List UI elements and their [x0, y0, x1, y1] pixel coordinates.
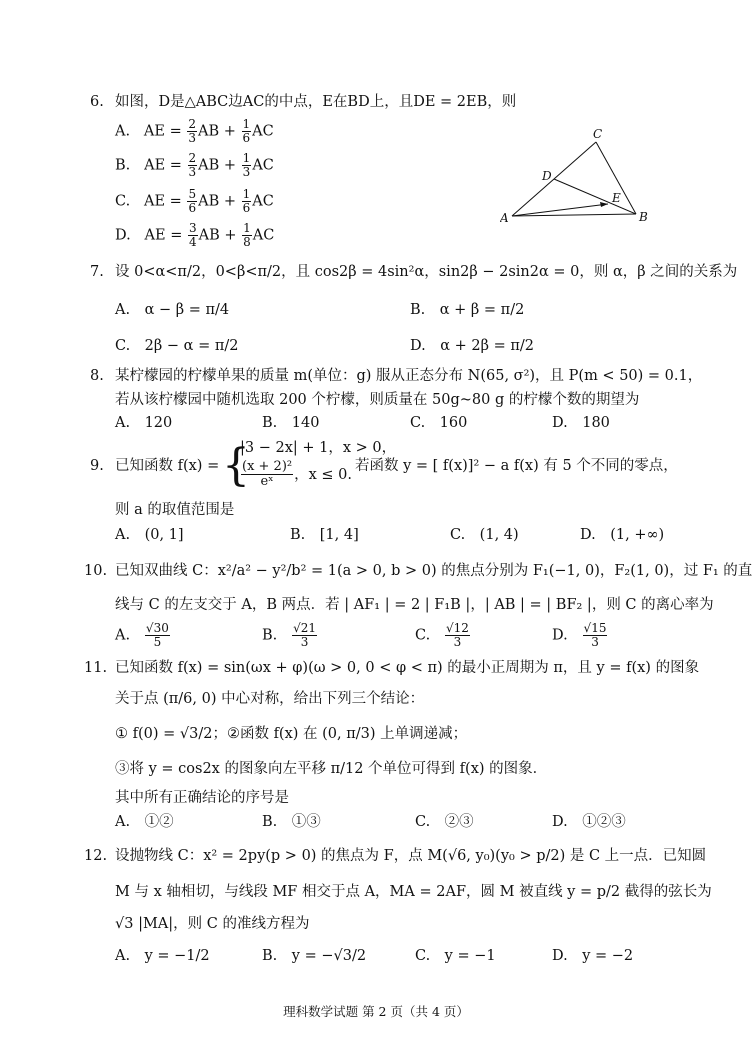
option-mid: AB +	[198, 157, 237, 174]
q9-option-d: D. (1, +∞)	[580, 527, 665, 543]
coef-b-num: 1	[243, 221, 251, 235]
option-num: √12	[446, 621, 469, 635]
option-lhs: AE =	[144, 157, 182, 174]
q11-option-c: C. ②③	[415, 814, 474, 830]
question-8-line1: 某柠檬园的柠檬单果的质量 m(单位：g) 服从正态分布 N(65, σ²)，且 P(m < 50) = 0.1，	[115, 368, 703, 384]
q9-case2-cond: ，x ≤ 0.	[294, 467, 353, 483]
coef-a-num: 2	[188, 117, 196, 131]
option-mid: AB +	[198, 193, 236, 210]
question-11-line4: ③将 y = cos2x 的图象向左平移 π/12 个单位可得到 f(x) 的图象．	[115, 761, 548, 777]
option-den: 5	[153, 635, 162, 649]
q7-option-a: A. α − β = π/4	[115, 302, 230, 318]
question-9-prefix: 已知函数 f(x) =	[115, 458, 220, 474]
label-E: E	[612, 191, 621, 205]
q8-option-d: D. 180	[552, 415, 610, 431]
question-12-number: 12.	[84, 848, 108, 864]
question-8-number: 8.	[90, 368, 104, 384]
coef-a-num: 3	[188, 221, 197, 235]
option-den: 3	[591, 635, 599, 649]
q6-option-b	[115, 152, 274, 179]
label-D: D	[542, 169, 552, 183]
question-8-line2: 若从该柠檬园中随机选取 200 个柠檬，则质量在 50g~80 g 的柠檬个数的期望为	[115, 392, 640, 408]
triangle-figure	[500, 128, 660, 228]
question-12-line2: M 与 x 轴相切，与线段 MF 相交于点 A，MA = 2AF，圆 M 被直线 y = p/2 截得的弦长为	[115, 884, 712, 900]
q9-case2-num: (x + 2)²	[242, 459, 293, 474]
option-mid: AB +	[198, 227, 237, 244]
coef-a-den: 3	[188, 165, 197, 179]
q9-option-a: A. (0, 1]	[115, 527, 184, 543]
option-num: √30	[145, 621, 169, 635]
coef-b-den: 6	[242, 131, 251, 145]
option-tail: AC	[252, 227, 275, 244]
option-tail: AC	[252, 123, 274, 140]
question-9-line2: 则 a 的取值范围是	[115, 502, 235, 518]
q12-option-a: A. y = −1/2	[115, 948, 210, 964]
question-11-number: 11.	[84, 660, 108, 676]
label-C: C	[593, 128, 603, 141]
question-7-number: 7.	[90, 264, 104, 280]
q12-option-d: D. y = −2	[552, 948, 634, 964]
q9-option-b: B. [1, 4]	[290, 527, 359, 543]
option-letter: A.	[115, 627, 131, 644]
q11-option-b: B. ①③	[262, 814, 321, 830]
coef-a-num: 2	[188, 151, 197, 165]
option-den: 3	[300, 635, 309, 649]
coef-b-den: 6	[242, 201, 251, 215]
q10-option-b	[262, 622, 318, 649]
q8-option-b: B. 140	[262, 415, 320, 431]
question-12-line1: 设抛物线 C：x² = 2py(p > 0) 的焦点为 F，点 M(√6, y₀)(y₀ > p/2) 是 C 上一点．已知圆	[115, 848, 707, 864]
coef-a-den: 6	[188, 201, 197, 215]
option-num: √15	[583, 621, 607, 635]
option-den: 3	[453, 635, 462, 649]
option-lhs: AE =	[144, 193, 182, 210]
q9-case2	[240, 460, 352, 489]
q8-option-a: A. 120	[115, 415, 173, 431]
option-lhs: AE =	[143, 123, 182, 140]
option-lhs: AE =	[144, 227, 183, 244]
question-11-line3: ① f(0) = √3/2；②函数 f(x) 在 (0, π/3) 上单调递减；	[115, 726, 468, 742]
question-9-suffix: 若函数 y = [ f(x)]² − a f(x) 有 5 个不同的零点，	[355, 458, 678, 474]
question-6-stem: 如图，D是△ABC边AC的中点，E在BD上，且DE = 2EB，则	[115, 94, 517, 110]
q7-option-b: B. α + β = π/2	[410, 302, 525, 318]
q11-option-d: D. ①②③	[552, 814, 626, 830]
q6-option-c	[115, 188, 274, 215]
option-mid: AB +	[198, 123, 236, 140]
option-letter: B.	[115, 157, 131, 174]
option-letter: B.	[262, 627, 278, 644]
question-10-line2: 线与 C 的左支交于 A，B 两点．若 | AF₁ | = 2 | F₁B |，| AB | = | BF₂ |，则 C 的离心率为	[115, 597, 714, 613]
q12-option-b: B. y = −√3/2	[262, 948, 367, 964]
q10-option-a	[115, 622, 171, 649]
coef-a-den: 4	[188, 235, 197, 249]
coef-b-num: 1	[242, 151, 251, 165]
coef-b-den: 3	[242, 165, 251, 179]
page-footer: 理科数学试题 第 2 页（共 4 页）	[283, 1004, 469, 1019]
option-letter: C.	[115, 193, 131, 210]
q7-option-c: C. 2β − α = π/2	[115, 338, 239, 354]
question-11-line5: 其中所有正确结论的序号是	[115, 790, 289, 806]
coef-a-num: 5	[188, 187, 197, 201]
question-12-line3: √3 |MA|，则 C 的准线方程为	[115, 916, 310, 932]
piecewise-brace: {	[222, 440, 250, 491]
q6-option-a	[115, 118, 274, 145]
q6-option-d	[115, 222, 274, 249]
coef-a-den: 3	[188, 131, 196, 145]
option-tail: AC	[252, 193, 274, 210]
q12-option-c: C. y = −1	[415, 948, 496, 964]
question-9-number: 9.	[90, 458, 104, 474]
q9-option-c: C. (1, 4)	[450, 527, 519, 543]
label-A: A	[500, 211, 509, 225]
question-11-line1: 已知函数 f(x) = sin(ωx + φ)(ω > 0, 0 < φ < π) 的最小正周期为 π，且 y = f(x) 的图象	[115, 660, 700, 676]
coef-b-num: 1	[242, 117, 251, 131]
option-letter: A.	[115, 123, 131, 140]
question-7-stem: 设 0<α<π/2，0<β<π/2，且 cos2β = 4sin²α，sin2β − 2sin2α = 0，则 α，β 之间的关系为	[115, 264, 738, 280]
q8-option-c: C. 160	[410, 415, 468, 431]
q10-option-d	[552, 622, 608, 649]
option-letter: C.	[415, 627, 431, 644]
question-10-number: 10.	[84, 563, 108, 579]
q7-option-d: D. α + 2β = π/2	[410, 338, 534, 354]
q11-option-a: A. ①②	[115, 814, 174, 830]
option-letter: D.	[552, 627, 568, 644]
option-letter: D.	[115, 227, 131, 244]
option-num: √21	[293, 621, 317, 635]
question-10-line1: 已知双曲线 C：x²/a² − y²/b² = 1(a > 0, b > 0) 的焦点分别为 F₁(−1, 0)，F₂(1, 0)，过 F₁ 的直	[115, 563, 752, 579]
coef-b-num: 1	[242, 187, 251, 201]
question-6-number: 6.	[90, 94, 104, 110]
label-B: B	[639, 210, 648, 224]
question-11-line2: 关于点 (π/6, 0) 中心对称，给出下列三个结论：	[115, 691, 425, 707]
q9-case2-den: eˣ	[260, 474, 274, 489]
option-tail: AC	[252, 157, 274, 174]
q10-option-c	[415, 622, 471, 649]
q9-case1: |3 − 2x| + 1，x > 0，	[240, 440, 397, 456]
coef-b-den: 8	[243, 235, 251, 249]
